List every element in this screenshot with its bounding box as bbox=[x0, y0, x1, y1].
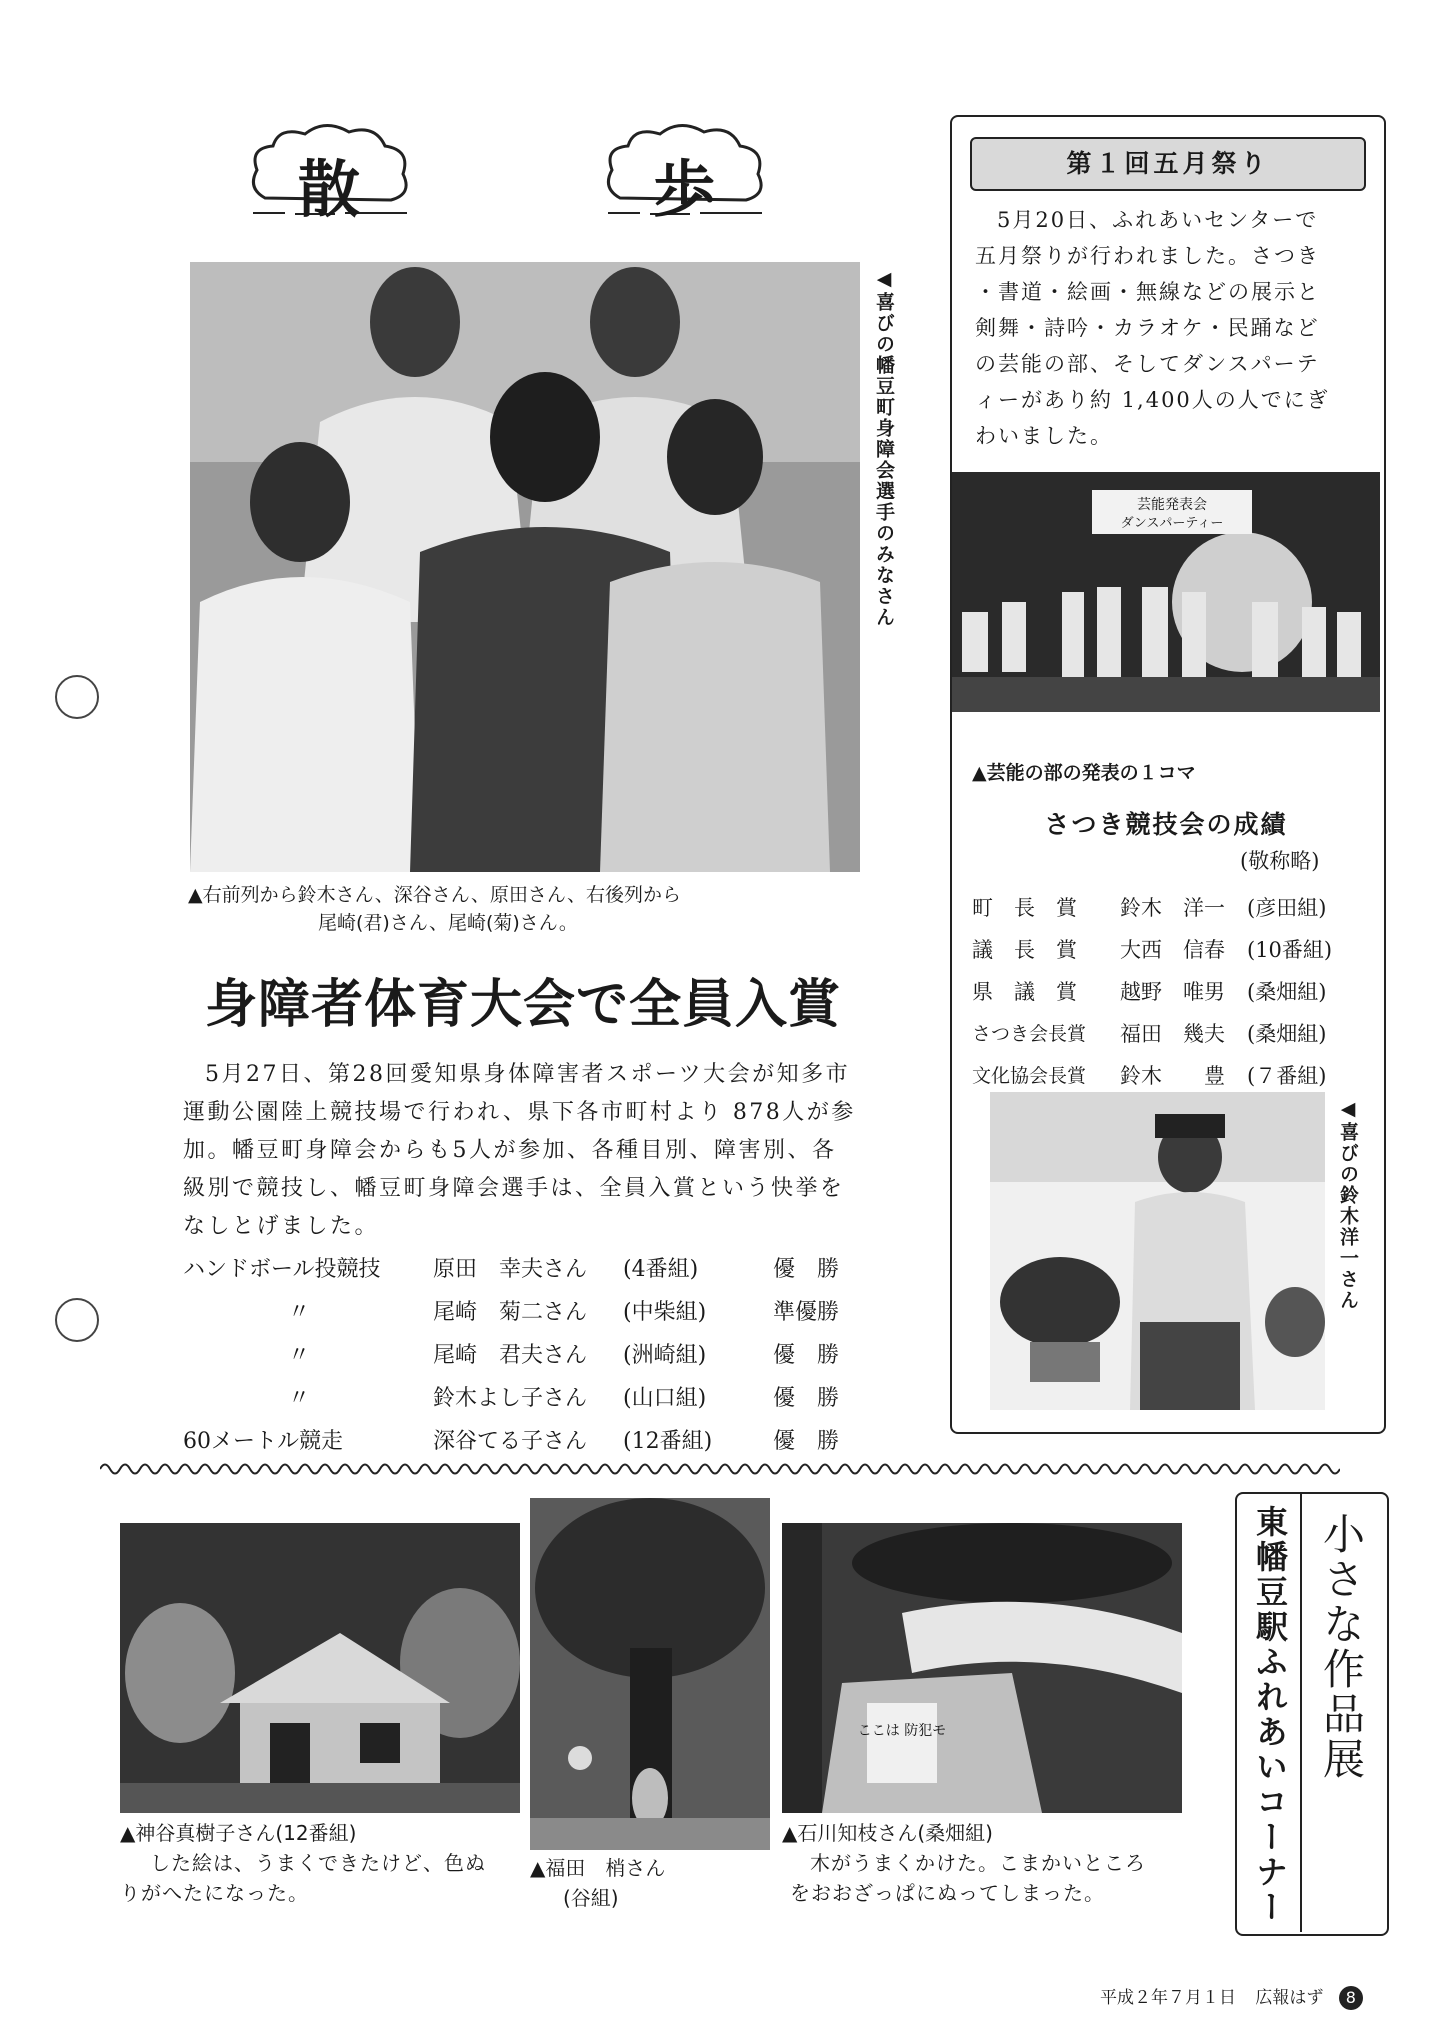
result-group: (12番組) bbox=[623, 1429, 713, 1454]
athletes-photo-caption-2: 尾崎(君)さん、尾崎(菊)さん。 bbox=[318, 912, 578, 934]
article-body bbox=[183, 1056, 883, 1246]
artwork-ishikawa bbox=[782, 1523, 1182, 1813]
body-line: 五月祭りが行われました。さつき bbox=[975, 244, 1320, 268]
award-name: 鈴木 豊 bbox=[1120, 1064, 1225, 1088]
award-prize: 町 長 賞 bbox=[972, 896, 1077, 920]
award-name: 福田 幾夫 bbox=[1120, 1022, 1225, 1046]
article-headline: 身障者体育大会で全員入賞 bbox=[205, 974, 842, 1035]
body-line: ィーがあり約 1,400人の人でにぎ bbox=[975, 388, 1330, 412]
athletes-photo-caption-1: ▲右前列から鈴木さん、深谷さん、原田さん、右後列から bbox=[188, 884, 682, 906]
body-line: わいました。 bbox=[975, 424, 1113, 448]
award-row bbox=[972, 1058, 1372, 1094]
title-cloud-left bbox=[245, 118, 415, 228]
exhibition-title: 小さな作品展 bbox=[1317, 1512, 1366, 1782]
may-festival-title: 第１回五月祭り bbox=[970, 137, 1366, 191]
artwork-fukuda-comment: (谷組) bbox=[563, 1886, 619, 1910]
award-name: 鈴木 洋一 bbox=[1120, 896, 1225, 920]
award-group: (桑畑組) bbox=[1247, 980, 1327, 1004]
award-name: 越野 唯男 bbox=[1120, 980, 1225, 1004]
result-group: (洲崎組) bbox=[623, 1343, 707, 1368]
award-prize: さつき会長賞 bbox=[972, 1023, 1087, 1045]
artwork-kamiya-comment-1: した絵は、うまくできたけど、色ぬ bbox=[150, 1851, 486, 1875]
title-cloud-right bbox=[600, 118, 770, 228]
artwork-kamiya-caption: ▲神谷真樹子さん(12番組) bbox=[120, 1821, 357, 1845]
result-rank: 準優勝 bbox=[773, 1300, 840, 1325]
result-event: ハンドボール投競技 bbox=[183, 1257, 381, 1282]
result-group: (山口組) bbox=[623, 1386, 707, 1411]
award-prize: 文化協会長賞 bbox=[972, 1065, 1087, 1087]
result-event: 60メートル競走 bbox=[183, 1429, 343, 1454]
award-group: (彦田組) bbox=[1247, 896, 1327, 920]
title-char-right: 歩 bbox=[652, 153, 717, 226]
artwork-sign-text: ここは 防犯モ bbox=[857, 1723, 947, 1739]
result-name: 尾崎 菊二さん bbox=[433, 1300, 588, 1325]
footer-date: 平成２年７月１日 bbox=[1100, 1988, 1236, 2008]
artwork-ishikawa-caption: ▲石川知枝さん(桑畑組) bbox=[782, 1821, 993, 1845]
body-line: 運動公園陸上競技場で行われ、県下各市町村より 878人が参 bbox=[183, 1100, 856, 1125]
result-name: 深谷てる子さん bbox=[433, 1429, 588, 1454]
result-name: 尾崎 君夫さん bbox=[433, 1343, 588, 1368]
corner-divider bbox=[1300, 1492, 1302, 1932]
binder-hole bbox=[55, 675, 99, 719]
artwork-fukuda-caption: ▲福田 梢さん bbox=[530, 1856, 666, 1880]
artwork-kamiya bbox=[120, 1523, 520, 1813]
page-number: 8 bbox=[1339, 1986, 1363, 2010]
result-rank: 優 勝 bbox=[773, 1429, 840, 1454]
body-line: の芸能の部、そしてダンスパーテ bbox=[975, 352, 1320, 376]
body-line: 5月20日、ふれあいセンターで bbox=[997, 208, 1319, 232]
award-group: (７番組) bbox=[1247, 1064, 1327, 1088]
artwork-fukuda bbox=[530, 1498, 770, 1850]
award-name: 大西 信春 bbox=[1120, 938, 1225, 962]
wavy-divider bbox=[100, 1458, 1340, 1480]
award-row bbox=[972, 974, 1372, 1010]
result-event: 〃 bbox=[288, 1386, 311, 1411]
result-event: 〃 bbox=[288, 1300, 311, 1325]
stage-sign-line2: ダンスパーティー bbox=[1120, 516, 1224, 531]
body-line: 剣舞・詩吟・カラオケ・民踊など bbox=[975, 316, 1320, 340]
result-name: 原田 幸夫さん bbox=[433, 1257, 588, 1282]
exhibition-subtitle: 東幡豆駅ふれあいコーナー bbox=[1251, 1505, 1289, 1925]
athletes-group-photo bbox=[190, 262, 860, 872]
body-line: 5月27日、第28回愛知県身体障害者スポーツ大会が知多市 bbox=[205, 1062, 851, 1087]
athletes-photo-vertical-caption: ◀喜びの幡豆町身障会選手のみなさん bbox=[873, 268, 895, 628]
title-char-left: 散 bbox=[297, 153, 362, 226]
award-row bbox=[972, 932, 1372, 968]
artwork-kamiya-comment-2: りがへたになった。 bbox=[120, 1881, 309, 1905]
award-row bbox=[972, 890, 1372, 926]
award-prize: 県 議 賞 bbox=[972, 980, 1077, 1004]
body-line: ・書道・絵画・無線などの展示と bbox=[975, 280, 1320, 304]
result-rank: 優 勝 bbox=[773, 1257, 840, 1282]
awards-title: さつき競技会の成績 bbox=[1044, 810, 1288, 839]
artwork-ishikawa-comment-2: をおおざっぱにぬってしまった。 bbox=[790, 1881, 1105, 1905]
binder-hole bbox=[55, 1298, 99, 1342]
artwork-ishikawa-comment-1: 木がうまくかけた。こまかいところ bbox=[810, 1851, 1146, 1875]
winner-vertical-caption: ◀喜びの鈴木洋一さん bbox=[1337, 1098, 1359, 1311]
footer-publication: 広報はず bbox=[1255, 1988, 1324, 2008]
stage-photo-caption: ▲芸能の部の発表の１コマ bbox=[972, 762, 1196, 784]
awards-note: (敬称略) bbox=[1240, 849, 1320, 873]
winner-photo bbox=[990, 1092, 1325, 1410]
may-festival-body bbox=[975, 202, 1375, 454]
award-group: (10番組) bbox=[1247, 938, 1333, 962]
result-group: (中柴組) bbox=[623, 1300, 707, 1325]
body-line: 級別で競技し、幡豆町身障会選手は、全員入賞という快挙を bbox=[183, 1176, 845, 1201]
stage-performance-photo bbox=[952, 472, 1380, 712]
award-group: (桑畑組) bbox=[1247, 1022, 1327, 1046]
result-rank: 優 勝 bbox=[773, 1343, 840, 1368]
result-event: 〃 bbox=[288, 1343, 311, 1368]
result-rank: 優 勝 bbox=[773, 1386, 840, 1411]
page-footer bbox=[1100, 1983, 1363, 2010]
result-name: 鈴木よし子さん bbox=[433, 1386, 588, 1411]
body-line: 加。幡豆町身障会からも5人が参加、各種目別、障害別、各 bbox=[183, 1138, 837, 1163]
award-row bbox=[972, 1016, 1372, 1052]
result-group: (4番組) bbox=[623, 1257, 699, 1282]
stage-sign-line1: 芸能発表会 bbox=[1137, 497, 1207, 513]
body-line: なしとげました。 bbox=[183, 1214, 380, 1239]
award-prize: 議 長 賞 bbox=[972, 938, 1077, 962]
